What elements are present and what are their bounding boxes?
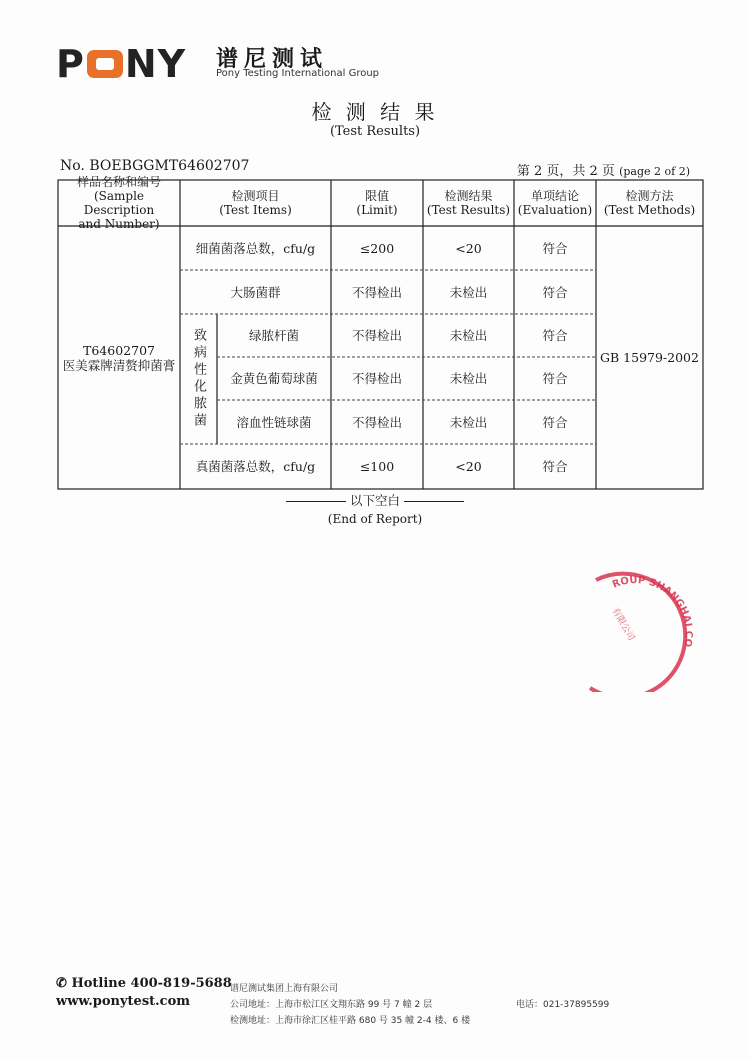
logo-letters-ny: NY (124, 42, 187, 86)
row-result: 未检出 (449, 328, 488, 343)
page-indicator-en: (page 2 of 2) (619, 165, 690, 178)
header-sample-cn: 样品名称和编号 (76, 175, 161, 189)
row-limit: ≤100 (359, 459, 395, 474)
footer-lab-address: 检测地址：上海市徐汇区桂平路 680 号 35 幢 2-4 楼、6 楼 (230, 1016, 471, 1026)
header-test-methods (596, 180, 703, 226)
stamp-outer-text: ROUP SHANGHAI CO (610, 574, 694, 648)
company-stamp (584, 570, 706, 692)
row-result: 未检出 (449, 371, 488, 386)
header-results-en: (Test Results) (426, 203, 511, 217)
header-sample-en2: and Number) (78, 217, 160, 231)
row-evaluation: 符合 (542, 284, 568, 300)
logo-english-name: Pony Testing International Group (216, 68, 380, 79)
header-methods-en: (Test Methods) (603, 203, 696, 217)
header-test-results (423, 180, 514, 226)
logo-letter-p: P (56, 42, 85, 86)
page-subtitle: (Test Results) (329, 124, 421, 139)
header-evaluation-en: (Evaluation) (517, 203, 593, 217)
logo-chinese-name: 谱尼测试 (216, 47, 329, 72)
header-items-cn: 检测项目 (231, 189, 280, 203)
report-number: No. BOEBGGMT64602707 (60, 158, 250, 174)
end-of-report-label: 以下空白 (349, 493, 400, 508)
stamp-inner-text: 有限公司 (609, 606, 637, 643)
header-items-en: (Test Items) (219, 203, 292, 217)
header-sample (58, 175, 180, 231)
footer-telephone: 电话：021-37895599 (516, 1000, 610, 1010)
page-indicator-cn: 第 2 页，共 2 页 (516, 164, 615, 179)
header-methods-cn: 检测方法 (625, 189, 674, 203)
row-result: 未检出 (449, 284, 488, 300)
test-method-cell (596, 226, 703, 489)
header-sample-en1: (Sample Description (83, 189, 155, 217)
hotline (56, 976, 232, 991)
footer-company-address: 公司地址：上海市松江区文翔东路 99 号 7 幢 2 层 (230, 1000, 433, 1010)
header-results-cn: 检测结果 (444, 189, 493, 203)
row-limit: 不得检出 (351, 371, 402, 386)
row-item: 大肠菌群 (230, 284, 281, 300)
sample-id: T64602707 (83, 342, 155, 358)
row-result: 未检出 (449, 414, 488, 430)
hotline-number: Hotline 400-819-5688 (71, 976, 232, 991)
header-evaluation (514, 180, 596, 226)
header-limit-cn: 限值 (364, 189, 389, 203)
test-method: GB 15979-2002 (600, 350, 699, 365)
row-limit: 不得检出 (351, 284, 402, 300)
end-line-left (286, 501, 346, 502)
header-limit (331, 180, 423, 226)
row-limit: ≤200 (359, 240, 395, 256)
row-evaluation: 符合 (542, 414, 568, 430)
header-limit-en: (Limit) (356, 203, 398, 217)
row-limit: 不得检出 (351, 414, 402, 430)
footer-company: 谱尼测试集团上海有限公司 (230, 984, 339, 994)
website-link[interactable]: www.ponytest.com (56, 994, 191, 1009)
page-title: 检 测 结 果 (311, 100, 439, 124)
row-evaluation: 符合 (542, 240, 568, 256)
row-result: <20 (455, 240, 482, 256)
header-evaluation-cn: 单项结论 (530, 189, 579, 203)
pathogen-group-cell (180, 314, 217, 444)
end-of-report-cn (0, 491, 750, 509)
row-item: 细菌菌落总数，cfu/g (195, 240, 316, 256)
sample-name: 医美霖牌清赘抑菌膏 (62, 357, 176, 373)
row-evaluation: 符合 (542, 459, 568, 474)
pathogen-group-label: 致病性化脓菌 (191, 328, 206, 430)
end-line-right (404, 501, 464, 502)
row-limit: 不得检出 (351, 328, 402, 343)
phone-icon: ✆ (56, 976, 67, 991)
sample-description-cell (62, 226, 176, 489)
row-item: 绿脓杆菌 (248, 328, 299, 343)
row-item: 溶血性链球菌 (236, 414, 312, 430)
svg-text:ROUP SHANGHAI CO (611, 575, 694, 648)
row-evaluation: 符合 (542, 371, 568, 386)
end-of-report-en: (End of Report) (327, 512, 423, 526)
row-evaluation: 符合 (542, 328, 568, 343)
header-test-items (180, 180, 331, 226)
row-item: 真菌菌落总数，cfu/g (195, 459, 316, 474)
row-item: 金黄色葡萄球菌 (230, 371, 318, 386)
row-result: <20 (455, 459, 482, 474)
